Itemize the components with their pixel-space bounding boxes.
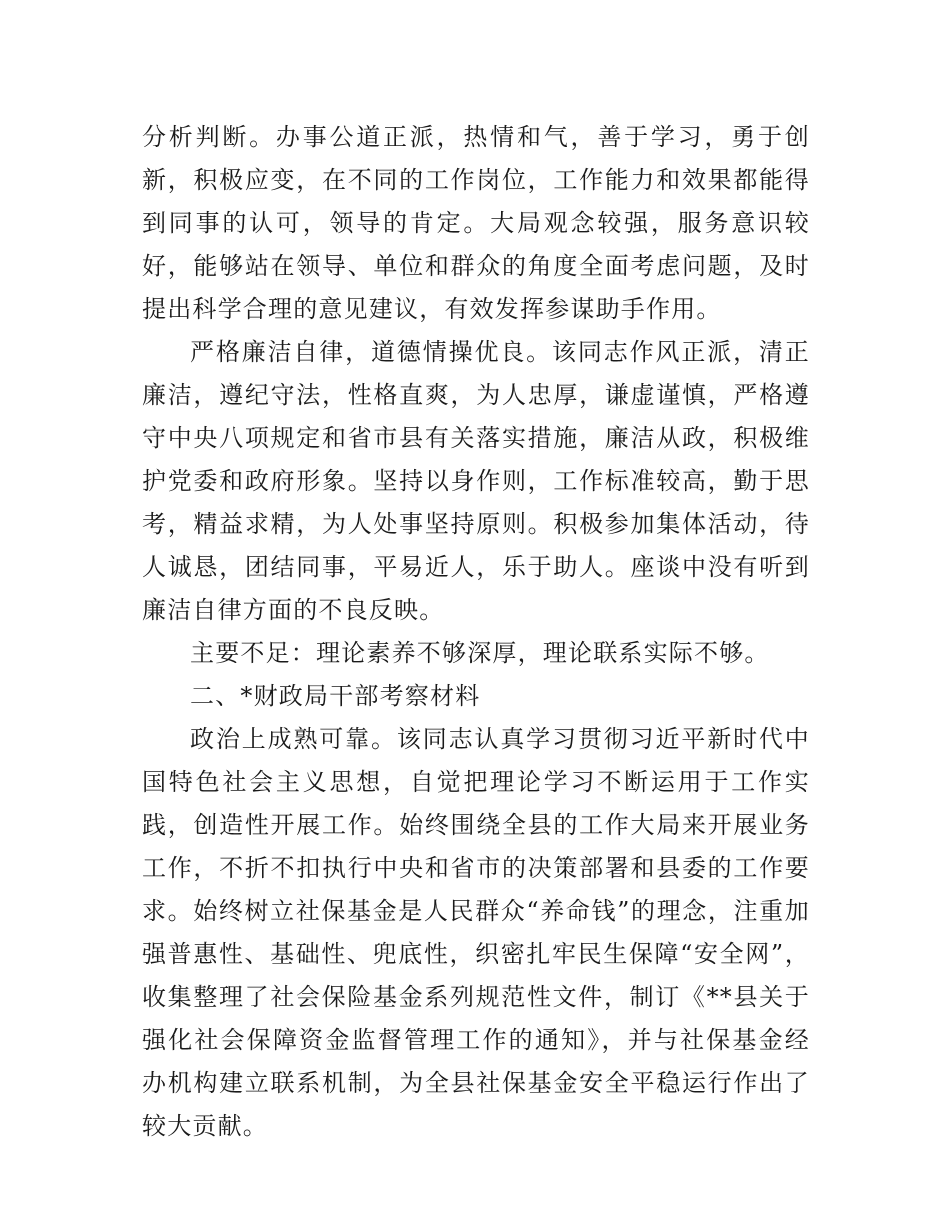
document-body: [142, 116, 810, 1148]
paragraph-main-shortcomings: 主要不足：理论素养不够深厚，理论联系实际不够。: [190, 639, 770, 667]
paragraph-political-reliability: 政治上成熟可靠。该同志认真学习贯彻习近平新时代中国特色社会主义思想，自觉把理论学习不断运用于工作实践，创造性开展工作。始终围绕全县的工作大局来开展业务工作，不折不扣执行中央和省市的决策部署和县委的工作要求。始终树立社保基金是人民群众“养命钱”的理念，注重加强普惠性、基础性、兜底性，织密扎牢民生保障“安全网”，收集整理了社会保险基金系列规范性文件，制订《**县关于强化社会保障资金监督管理工作的通知》，并与社保基金经办机构建立联系机制，为全县社保基金安全平稳运行作出了较大贡献。: [142, 725, 810, 1140]
section-heading-finance-bureau: 二、*财政局干部考察材料: [190, 682, 481, 710]
paragraph-analysis-judgment: 分析判断。办事公道正派，热情和气，善于学习，勇于创新，积极应变，在不同的工作岗位，工作能力和效果都能得到同事的认可，领导的肯定。大局观念较强，服务意识较好，能够站在领导、单位和群众的角度全面考虑问题，及时提出科学合理的意见建议，有效发挥参谋助手作用。: [142, 123, 810, 323]
paragraph-integrity-self-discipline: 严格廉洁自律，道德情操优良。该同志作风正派，清正廉洁，遵纪守法，性格直爽，为人忠厚，谦虚谨慎，严格遵守中央八项规定和省市县有关落实措施，廉洁从政，积极维护党委和政府形象。坚持以身作则，工作标准较高，勤于思考，精益求精，为人处事坚持原则。积极参加集体活动，待人诚恳，团结同事，平易近人，乐于助人。座谈中没有听到廉洁自律方面的不良反映。: [142, 338, 810, 624]
